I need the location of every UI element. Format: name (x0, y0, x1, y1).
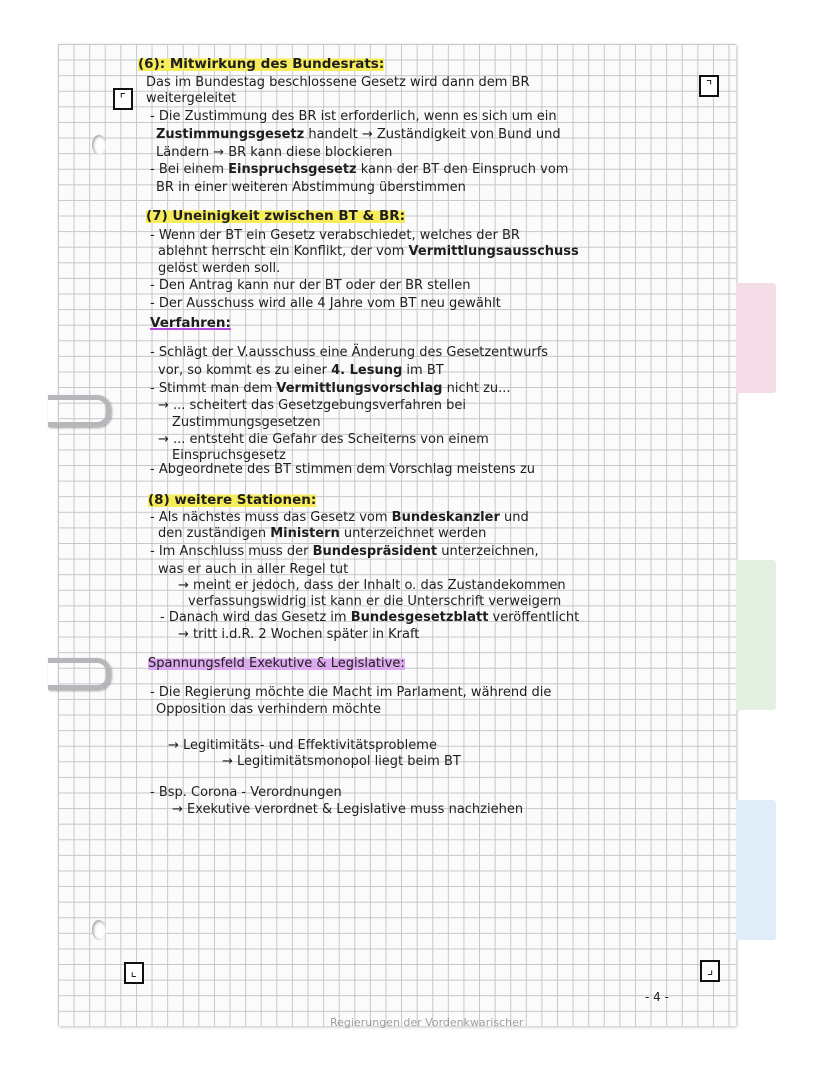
bold-term: Zustimmungsgesetz (156, 127, 305, 142)
punch-hole-bottom (92, 920, 106, 940)
corner-marker-top-right: ⌝ (699, 75, 719, 97)
divider-tab-green (736, 560, 776, 710)
corner-marker-top-left: ⌜ (113, 88, 133, 110)
note-text: - Die Regierung möchte die Macht im Parlament, während die (150, 685, 552, 700)
note-text: → ... entsteht die Gefahr des Scheiterns von einem (158, 432, 489, 447)
note-line (222, 754, 461, 770)
note-text: (8) weitere Stationen: (148, 492, 317, 508)
binder-ring-lower (48, 658, 111, 690)
note-text: weitergeleitet (146, 91, 237, 106)
note-text: - Danach wird das Gesetz im (160, 610, 351, 625)
note-text: → Legitimitäts- und Effektivitätsprobleme (168, 738, 437, 753)
note-line (150, 544, 539, 560)
note-text: im BT (402, 363, 444, 378)
note-line (150, 228, 520, 244)
note-line (146, 91, 236, 107)
note-line (150, 462, 535, 478)
note-line (168, 738, 437, 754)
note-line (156, 145, 392, 161)
note-text: veröffentlicht (488, 610, 580, 625)
binder-ring-upper (48, 395, 111, 427)
bold-term: Vermittlungsvorschlag (276, 381, 443, 396)
note-line (158, 398, 466, 414)
note-text: - Im Anschluss muss der (150, 544, 313, 559)
note-line (156, 127, 561, 143)
note-text: vor, so kommt es zu einer (158, 363, 332, 378)
note-text: → meint er jedoch, dass der Inhalt o. das Zustandekommen (178, 578, 566, 593)
divider-tab-pink (736, 283, 776, 393)
note-text: - Bsp. Corona - Verordnungen (150, 785, 342, 800)
note-text: (7) Uneinigkeit zwischen BT & BR: (146, 208, 406, 224)
note-text: - Schlägt der V.ausschuss eine Änderung des Gesetzentwurfs (150, 345, 549, 360)
note-line (158, 261, 280, 277)
note-line (158, 432, 489, 448)
note-text: den zuständigen (158, 526, 271, 541)
note-line (150, 315, 231, 331)
note-text: Spannungsfeld Exekutive & Legislative: (148, 656, 405, 671)
bold-term: Bundesgesetzblatt (350, 610, 489, 625)
note-text: → tritt i.d.R. 2 Wochen später in Kraft (178, 627, 420, 642)
note-text: - Der Ausschuss wird alle 4 Jahre vom BT neu gewählt (150, 296, 501, 311)
bold-term: Einspruchsgesetz (228, 162, 357, 177)
bleed-through-text: Regierungen der Vordenkwarischer (330, 1016, 524, 1029)
note-line (148, 656, 405, 672)
note-text: kann der BT den Einspruch vom (356, 162, 569, 177)
divider-tab-blue (736, 800, 776, 940)
note-line (146, 208, 405, 224)
note-line (156, 702, 381, 718)
note-line (188, 594, 561, 610)
note-text: Das im Bundestag beschlossene Gesetz wird dann dem BR (146, 75, 530, 90)
note-text: unterzeichnet werden (339, 526, 487, 541)
note-text: (6): Mitwirkung des Bundesrats: (138, 56, 385, 72)
note-text: Einspruchsgesetz (172, 448, 286, 463)
bold-term: Bundespräsident (312, 544, 438, 559)
note-line (150, 278, 471, 294)
bold-term: Vermittlungsausschuss (408, 244, 579, 259)
note-text: - Die Zustimmung des BR ist erforderlich, wenn es sich um ein (150, 109, 557, 124)
note-line (150, 510, 529, 526)
note-text: Verfahren: (150, 315, 231, 331)
note-text: Zustimmungsgesetzen (172, 415, 321, 430)
note-text: nicht zu... (442, 381, 511, 396)
note-text: - Stimmt man dem (150, 381, 277, 396)
note-line (150, 685, 551, 701)
note-text: gelöst werden soll. (158, 261, 281, 276)
note-line (172, 802, 523, 818)
corner-marker-bottom-right: ⌟ (700, 960, 720, 982)
note-line (150, 162, 568, 178)
bold-term: 4. Lesung (331, 363, 403, 378)
note-line (158, 363, 444, 379)
note-text: und (499, 510, 529, 525)
note-line (156, 180, 466, 196)
note-line (178, 627, 419, 643)
note-line (138, 56, 384, 72)
note-text: was er auch in aller Regel tut (158, 562, 349, 577)
note-text: Ländern → BR kann diese blockieren (156, 145, 393, 160)
note-line (150, 785, 342, 801)
note-line (148, 492, 316, 508)
note-text: ablehnt herrscht ein Konflikt, der vom (158, 244, 409, 259)
note-text: BR in einer weiteren Abstimmung überstimmen (156, 180, 466, 195)
note-line (158, 562, 348, 578)
page-number: - 4 - (645, 990, 669, 1004)
note-line (158, 526, 486, 542)
note-text: handelt → Zuständigkeit von Bund und (304, 127, 561, 142)
bold-term: Ministern (270, 526, 340, 541)
note-text: unterzeichnen, (437, 544, 539, 559)
note-text: → ... scheitert das Gesetzgebungsverfahren bei (158, 398, 466, 413)
note-line (150, 296, 501, 312)
note-text: Opposition das verhindern möchte (156, 702, 381, 717)
bold-term: Bundeskanzler (391, 510, 500, 525)
note-line (158, 244, 579, 260)
note-line (150, 381, 511, 397)
note-line (172, 415, 321, 431)
note-text: - Den Antrag kann nur der BT oder der BR stellen (150, 278, 471, 293)
note-line (160, 610, 579, 626)
note-line (178, 578, 566, 594)
note-line (146, 75, 530, 91)
corner-marker-bottom-left: ⌞ (124, 962, 144, 984)
note-text: → Legitimitätsmonopol liegt beim BT (222, 754, 461, 769)
note-text: - Wenn der BT ein Gesetz verabschiedet, welches der BR (150, 228, 520, 243)
note-text: - Abgeordnete des BT stimmen dem Vorschlag meistens zu (150, 462, 536, 477)
punch-hole-top (92, 135, 106, 155)
note-text: verfassungswidrig ist kann er die Unterschrift verweigern (188, 594, 562, 609)
note-line (150, 109, 557, 125)
note-text: → Exekutive verordnet & Legislative muss nachziehen (172, 802, 524, 817)
note-text: - Als nächstes muss das Gesetz vom (150, 510, 392, 525)
note-line (150, 345, 548, 361)
note-text: - Bei einem (150, 162, 229, 177)
